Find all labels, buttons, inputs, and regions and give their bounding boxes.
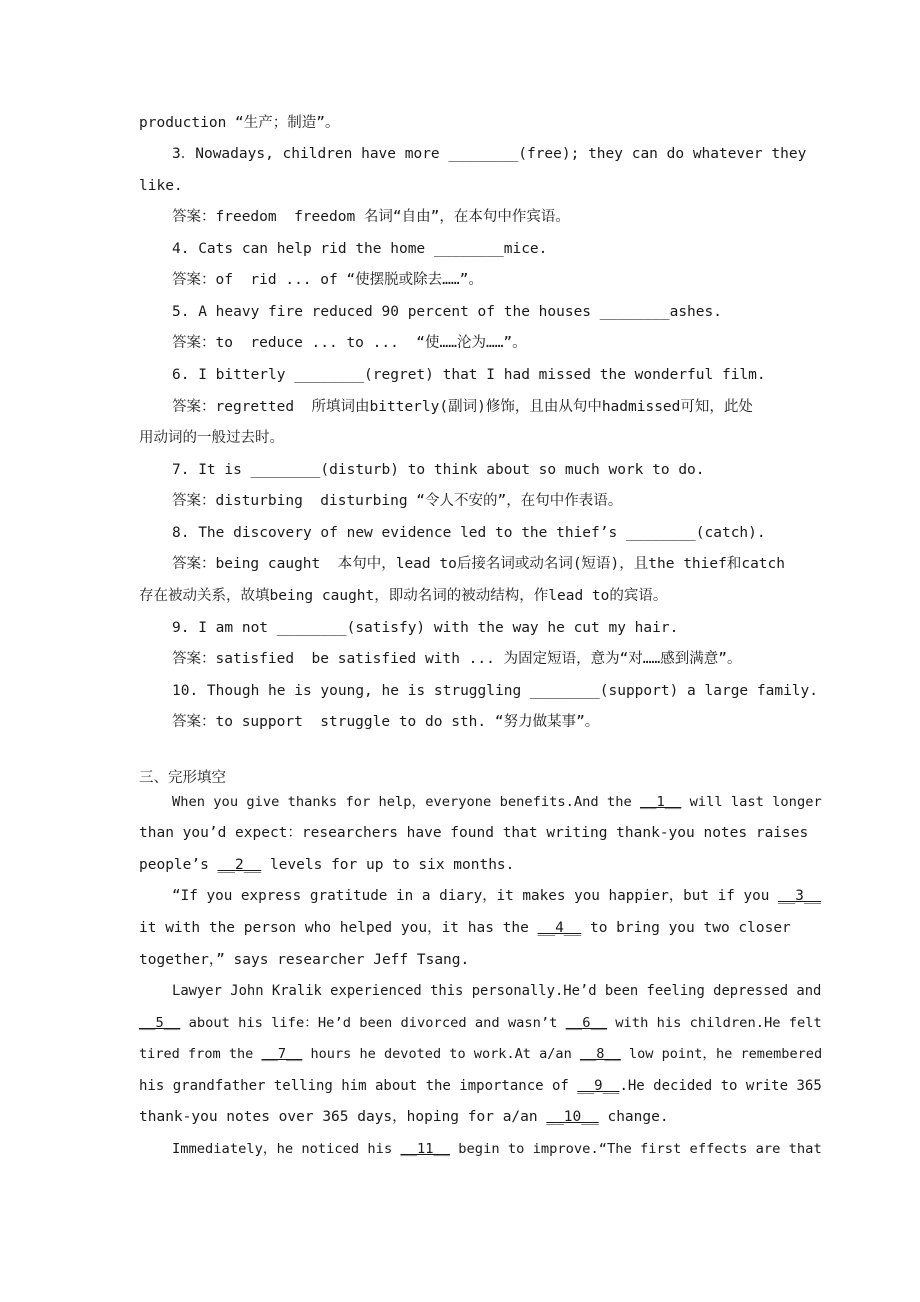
question-3: 3．Nowadays, children have more ________(free); they can do whatever they [172,146,807,162]
answer-9: 答案：satisfied be satisfied with ... 为固定短语，意为“对……感到满意”。 [172,651,742,667]
cloze-line [139,918,791,938]
text-segment: tired from the [139,1046,262,1062]
text-segment: Immediately，he noticed his [172,1141,401,1157]
blank-5: __5__ [139,1015,181,1031]
answer-6: 答案：regretted 所填词由bitterly(副词)修饰，且由从句中hadmissed可知，此处 [172,399,753,415]
blank-2: __2__ [217,857,262,873]
question-8: 8. The discovery of new evidence led to the thief’s ________(catch). [172,525,766,541]
cloze-line: together，” says researcher Jeff Tsang. [139,952,470,968]
answer-8-cont: 存在被动关系，故填being caught，即动名词的被动结构，作lead to的宾语。 [139,588,668,604]
cloze-line [172,792,822,812]
text-segment: change. [598,1109,669,1125]
answer-8: 答案：being caught 本句中，lead to后接名词或动名词(短语)，且the thief和catch [172,556,785,572]
blank-6: __6__ [565,1015,608,1031]
question-3-cont: like. [139,178,183,194]
text-segment: begin to improve.“The first effects are that [450,1141,822,1157]
blank-1: __1__ [640,794,682,810]
text-segment: to bring you two closer [581,920,791,936]
text-segment: levels for up to six months. [261,857,515,873]
blank-11: __11__ [400,1141,451,1157]
answer-4: 答案：of rid ... of “使摆脱或除去……”。 [172,272,483,288]
text-segment: low point，he remembered [620,1046,823,1062]
cloze-line: than you’d expect：researchers have found that writing thank-you notes raises [139,825,809,841]
cloze-line [139,1107,669,1127]
text-segment: it with the person who helped you，it has the [139,920,538,936]
answer-7: 答案：disturbing disturbing “令人不安的”，在句中作表语。 [172,493,623,509]
blank-10: __10__ [546,1109,599,1125]
section-heading: 三、完形填空 [139,770,226,786]
question-4: 4. Cats can help rid the home ________mice. [172,241,548,257]
blank-7: __7__ [261,1046,303,1062]
cloze-line [172,1139,822,1159]
cloze-line [139,855,514,875]
question-10: 10. Though he is young, he is struggling ________(support) a large family. [172,683,819,699]
cloze-line [139,1013,822,1033]
blank-8: __8__ [579,1046,621,1062]
blank-3: __3__ [777,888,822,904]
text-segment: hours he devoted to work.At a/an [302,1046,580,1062]
text-segment: When you give thanks for help，everyone benefits.And the [172,794,640,810]
question-6: 6. I bitterly ________(regret) that I had missed the wonderful film. [172,367,766,383]
text-segment: “If you express gratitude in a diary，it makes you happier，but if you [172,888,778,904]
answer-5: 答案：to reduce ... to ... “使……沦为……”。 [172,335,527,351]
cloze-line: Lawyer John Kralik experienced this personally.He’d been feeling depressed and [172,983,822,999]
text-segment: people’s [139,857,218,873]
answer-10: 答案：to support struggle to do sth. “努力做某事”。 [172,714,600,730]
text-segment: will last longer [681,794,822,810]
question-5: 5. A heavy fire reduced 90 percent of the houses ________ashes. [172,304,722,320]
question-7: 7. It is ________(disturb) to think about so much work to do. [172,462,705,478]
cloze-line [139,1076,822,1096]
text-segment: his grandfather telling him about the importance of [139,1078,578,1094]
text-segment: thank-you notes over 365 days，hoping for a/an [139,1109,547,1125]
answer-3: 答案：freedom freedom 名词“自由”，在本句中作宾语。 [172,209,570,225]
cloze-line [172,886,821,906]
answer-6-cont: 用动词的一般过去时。 [139,430,284,446]
text-segment: with his children.He felt [607,1015,822,1031]
question-9: 9. I am not ________(satisfy) with the way he cut my hair. [172,620,679,636]
cloze-line [139,1044,822,1064]
text-line: production “生产；制造”。 [139,115,340,131]
text-segment: .He decided to write 365 [619,1078,822,1094]
blank-4: __4__ [537,920,582,936]
text-segment: about his life：He’d been divorced and wasn’t [180,1015,566,1031]
blank-9: __9__ [577,1078,620,1094]
